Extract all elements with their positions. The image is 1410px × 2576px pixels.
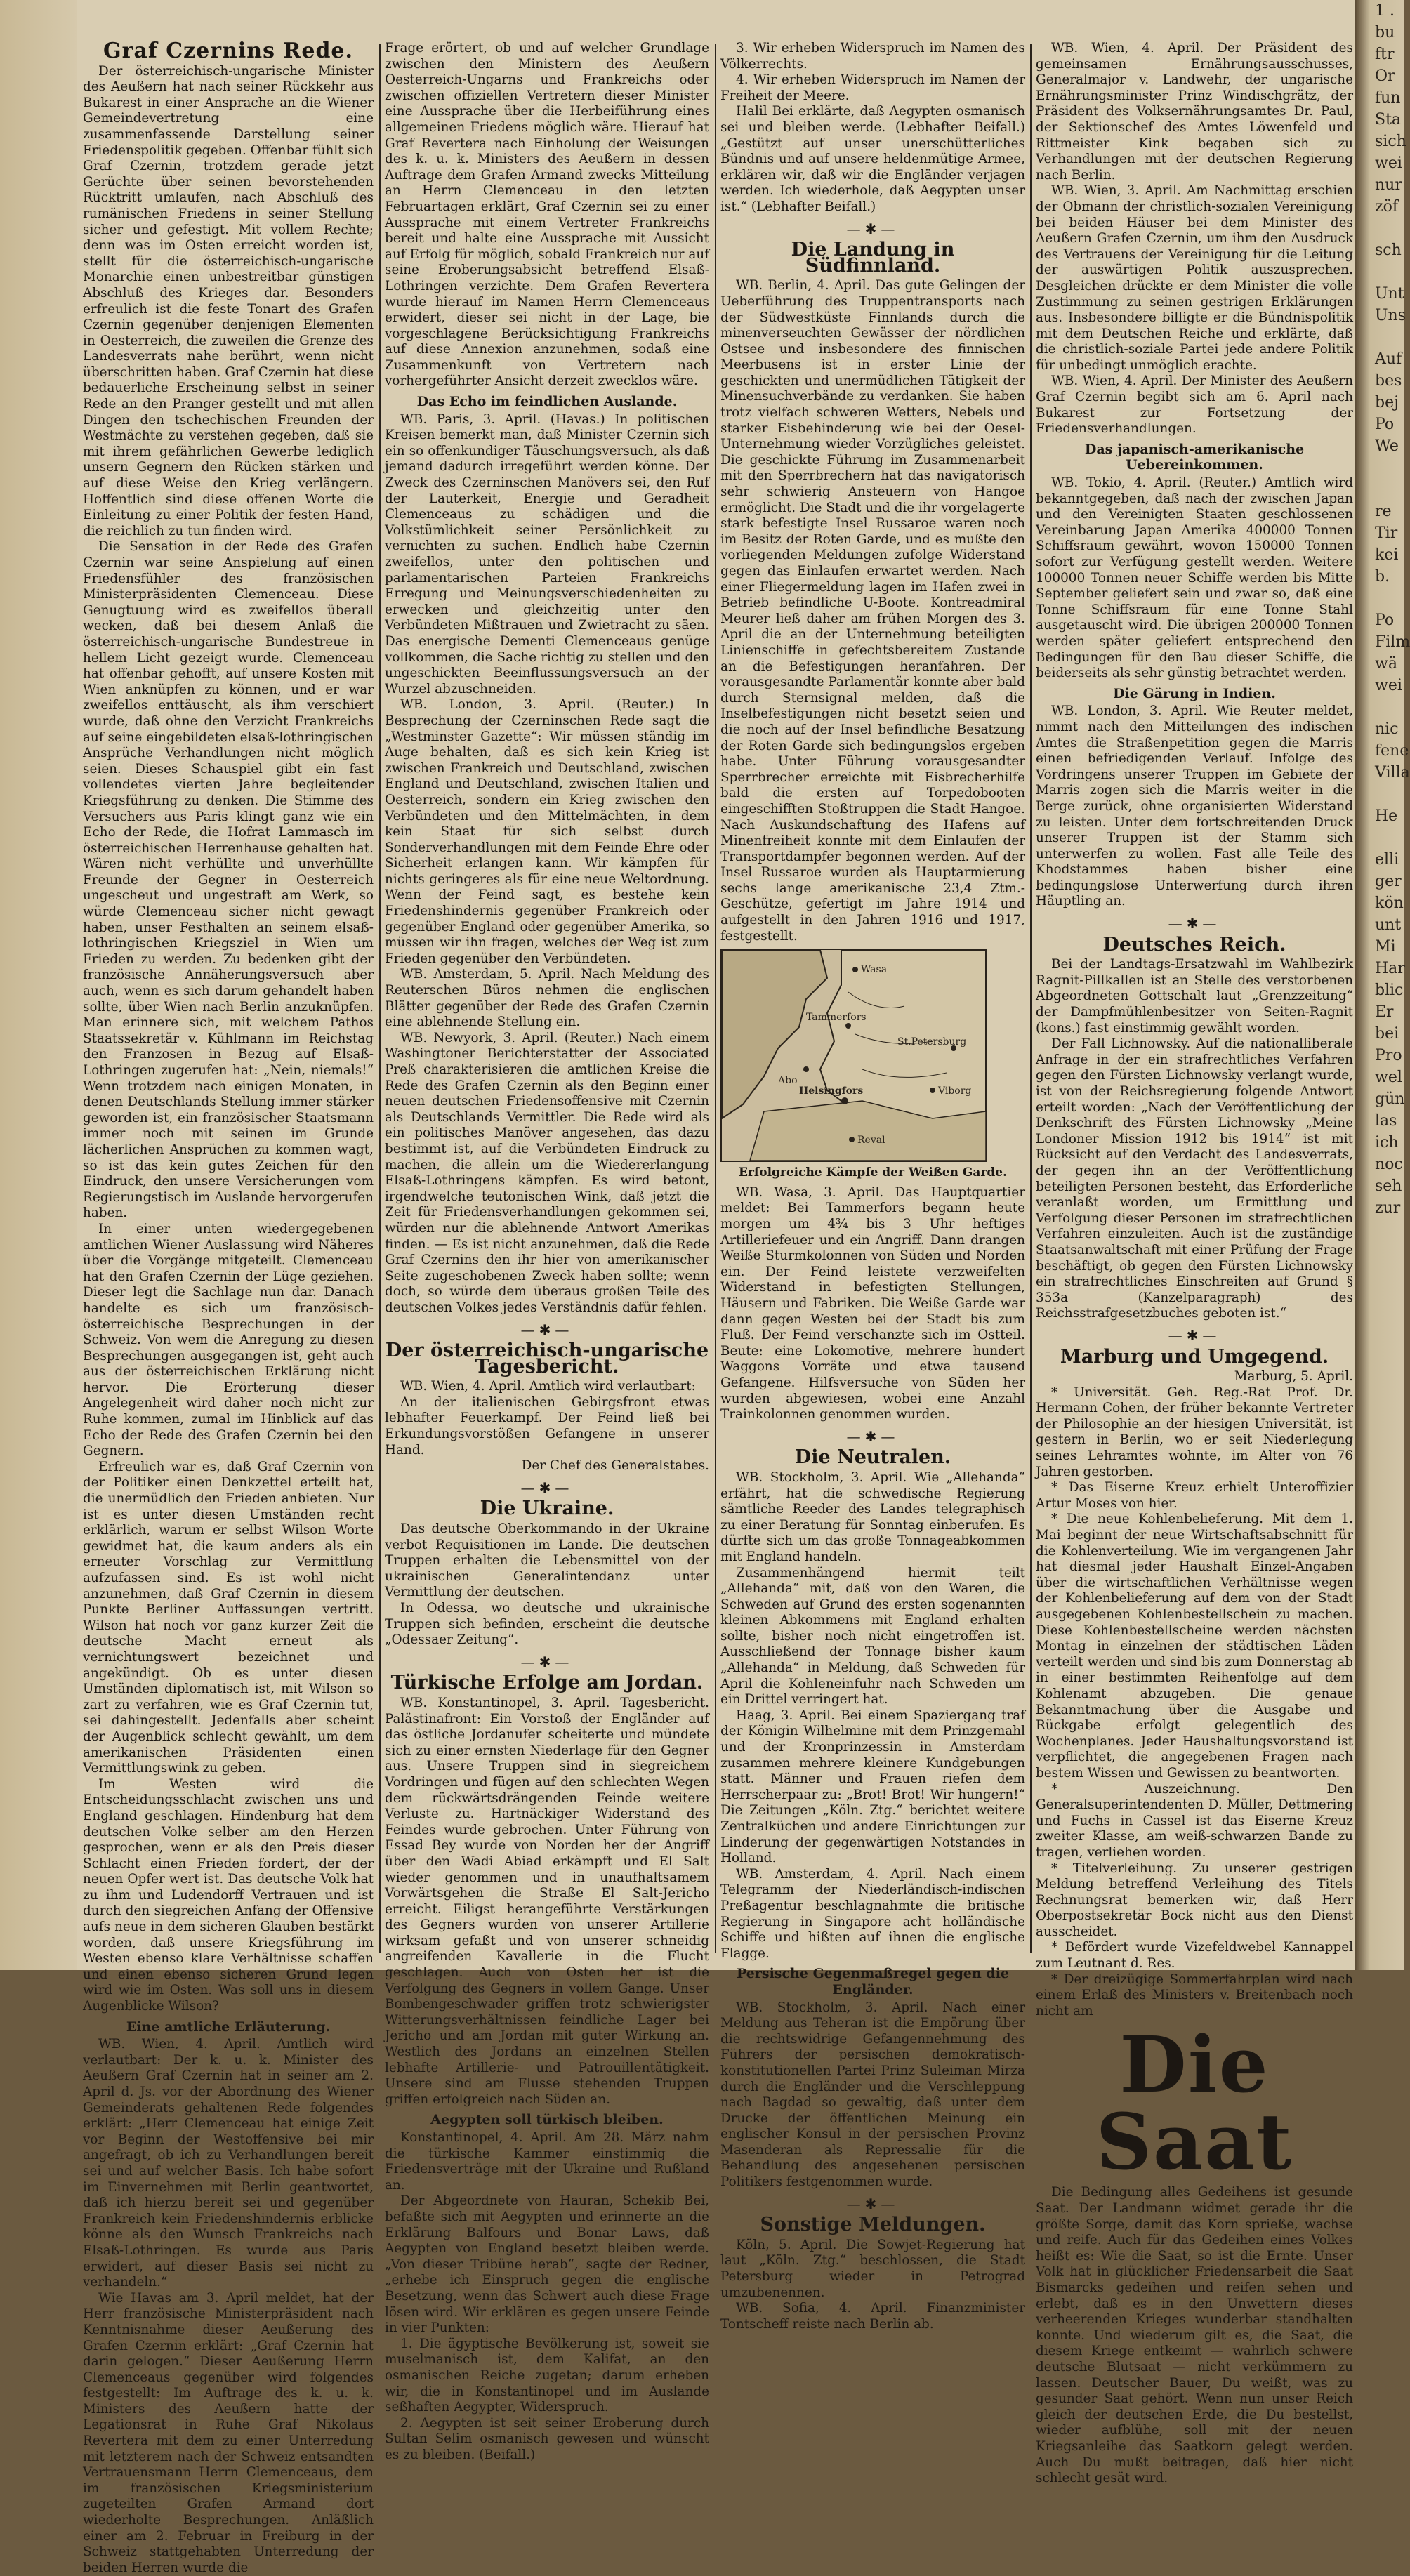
paragraph: WB. Berlin, 4. April. Das gute Gelingen der Ueberführung des Truppentransports nach der Südwestküste Finnlands durch die minenverseuchten Gewässer der nördlichen Ostsee und insbesondere des finnischen Meerbusens ist in erster Linie der geschickten und unermüdlichen Tätigkeit der Minensuchverbände zu verdanken. Sie haben trotz vielfach schweren Wetters, Nebels und starker Eisbehinderung wie bei der Oesel-Unternehmung wieder Vorzügliches geleistet. Die geschickte Führung im Zusammenarbeit mit den Sperrbrechern hat das navigatorisch sehr schwierig Ansteuern von Hangoe ermöglicht. Die Stadt und die ihr vorgelagerte stark befestigte Insel Russaroe waren noch im Besitz der Roten Garde, und es mußte den vorliegenden Meldungen zufolge Widerstand gegen das Einlaufen erwartet werden. Nach einer Fliegermeldung lagen im Hafen zwei in Betrieb befindliche U-Boote. Kontreadmiral Meurer ließ daher am frühen Morgen des 3. April die an der Unternehmung beteiligten Linienschiffe in gefechtsbereitem Zustande an die Befestigungen heranfahren. Der vorausgesandte Parlamentär konnte aber bald durch Sternsignal melden, daß die Inselbefestigungen nicht besetzt seien und die noch auf der Insel befindliche Besatzung der Roten Garde sich bedingungslos ergeben habe. Unter Führung vorausgesandter Sperrbrecher erreichte mit Eisbrecherhilfe bald die ersten auf Torpedobooten eingeschifften Stoßtruppen die Stadt Hangoe. Nach Auskundschaftung des Hafens auf Minenfreiheit konnte mit dem Einlaufen der Transportdampfer begonnen werden. Auf der Insel Russaroe wurden als Hauptarmierung sechs lange amerikanische 23,4 Ztm.-Geschütze, gefertigt im Jahre 1914 und aufgestellt in den Jahren 1916 und 1917, festgestellt.	[720, 278, 1025, 944]
subheading: Das Echo im feindlichen Auslande.	[416, 394, 678, 410]
paragraph: Der Fall Lichnowsky. Auf die nationalliberale Anfrage in der ein strafrechtliches Verfahren gegen den Fürsten Lichnowsky verlangt wurde, ist von der Reichsregierung folgende Antwort erteilt worden: „Nach der Veröffentlichung der Denkschrift des Fürsten Lichnowsky „Meine Londoner Mission 1912 bis 1914“ ist mit Rücksicht auf den Verdacht des Landesverrats, der gegen ihn an der Veröffentlichung beteiligten Personen besteht, das Erforderliche veranlaßt worden, um Ermittlung und Verfolgung dieser Personen im strafrechtlichen Verfahren einzuleiten. Auch ist die zuständige Staatsanwaltschaft mit einer Prüfung der Frage beschäftigt, ob gegen den Fürsten Lichnowsky ein strafrechtliches Einschreiten auf Grund § 353a (Kanzelparagraph) des Reichsstrafgesetzbuches geboten ist.“	[1036, 1036, 1353, 1321]
section-divider: —✱—	[520, 1479, 574, 1496]
paragraph: 3. Wir erheben Widerspruch im Namen des Völkerrechts.	[720, 41, 1025, 72]
column-rule	[1030, 44, 1032, 1953]
paragraph: 1. Die ägyptische Bevölkerung ist, soweit sie muselmanisch ist, dem Kalifat, an den osmanischen Reiche zugetan; darum erheben wir, die in Konstantinopel und im Auslande seßhaften Aegypter, Widerspruch.	[385, 2336, 709, 2415]
paragraph: WB. Stockholm, 3. April. Nach einer Meldung aus Teheran ist die Empörung über die rechtswidrige Gefangennehmung des Führers der persischen demokratisch-konstitutionellen Partei Prinz Suleiman Mirza durch die Engländer und die Verschleppung nach Bagdad so gewaltig, daß unter dem Drucke der öffentlichen Meinung ein englischer Konsul in der persischen Provinz Masenderan als Repressalie für die Behandlung des angesehenen persischen Politikers festgenommen wurde.	[720, 2000, 1025, 2190]
paragraph: * Universität. Geh. Reg.-Rat Prof. Dr. Hermann Cohen, der früher bekannte Vertreter der Philosophie an der hiesigen Universität, ist gestern in Berlin, wo er seit Niederlegung seines Lehramtes wohnte, im Alter von 76 Jahren gestorben.	[1036, 1385, 1353, 1479]
edge-text: 1 . bu ftr Or fun Sta sich wei nur zöf sch Unt Uns Auf bes bej Po We re Tir kei b. Po Film wä wei nic fene Villa He elli ger kön unt Mi Har blic Er bei Pro wel gün las ich noc seh zur	[1375, 2, 1410, 1217]
signature-line: Der Chef des Generalstabes.	[521, 1458, 709, 1474]
dateline: Marburg, 5. April.	[1234, 1369, 1353, 1385]
paragraph: WB. Sofia, 4. April. Finanzminister Tontscheff reiste nach Berlin ab.	[720, 2301, 1025, 2332]
paragraph: Die Sensation in der Rede des Grafen Czernin war seine Anspielung auf einen Friedensfühler des französischen Ministerpräsidenten Clemenceau. Diese Genugtuung wird es zweifellos überall wecken, daß bei diesem Anlaß die österreichisch-ungarische Bundestreue in hellem Licht gezeigt wurde. Clemenceau hat offenbar gehofft, auf unsere Kosten mit Wien anknüpfen zu können, und er war zweifellos enttäuscht, als ihm verschiert wurde, daß ohne den Verzicht Frankreichs auf seine eingebildeten elsaß-lothringischen Ansprüche Verhandlungen nicht möglich seien. Dieses Schauspiel gibt ein fast vollendetes vierten Jahre begleitender Kriegsführung zu denken. Die Stimme des Versuchers aus Paris klingt ganz wie ein Echo der Rede, die Hofrat Lammasch im österreichischen Herrenhause gehalten hat. Wären nicht verhüllte und unverhüllte Freunde der Gegner in Oesterreich ungescheut und ungestraft am Werk, so würde Clemenceau sicher nicht gewagt haben, unser Festhalten an seinem elsaß-lothringischen Kriegsziel in Wien um Frieden zu werden. Zu bedenken gibt der französische Annäherungsversuch aber auch, wenn es sich darum gehandelt haben sollte, über Wien nach Berlin anzuknüpfen. Man erinnere sich, mit welchem Pathos Staatssekretär v. Kühlmann im Reichstag den Franzosen in Bezug auf Elsaß-Lothringen zugerufen hat: „Nein, niemals!“ Wenn trotzdem nach einigen Monaten, in denen Deutschlands Stellung immer stärker geworden ist, ein französischer Staatsmann immer noch mit seinen im Grunde lächerlichen Ansprüchen zu kommen wagt, so ist das kein gutes Zeichen für den Eindruck, den unsere Versicherungen vom Regierungstisch im Auslande hervorgerufen haben.	[83, 539, 374, 1221]
paragraph: WB. Tokio, 4. April. (Reuter.) Amtlich wird bekanntgegeben, daß nach der zwischen Japan und den Vereinigten Staaten geschlossenen Vereinbarung Japan Amerika 400000 Tonnen Schiffsraum gewährt, wovon 150000 Tonnen sofort zur Verfügung gestellt werden. Weitere 100000 Tonnen neuer Schiffe werden bis Mitte September geliefert sein und zwar so, daß eine Tonne Schiffsraum für eine Tonne Stahl ausgetauscht wird. Die übrigen 200000 Tonnen werden später geliefert entsprechend den Bedingungen für den Bau dieser Schiffe, die beiderseits als sehr günstig betrachtet werden.	[1036, 475, 1353, 681]
paragraph: WB. Wasa, 3. April. Das Hauptquartier meldet: Bei Tammerfors begann heute morgen um 4¾ bis 3 Uhr heftiges Artilleriefeuer und ein Angriff. Dann drangen Weiße Sturmkolonnen von Süden und Norden ein. Der Feind leistete verzweifelten Widerstand in befestigten Stellungen, Häusern und Fabriken. Die Weiße Garde war dann gegen Westen bei der Stadt bis zum Fluß. Der Feind verschanzte sich im Ostteil. Beute: eine Lokomotive, mehrere hundert Waggons Vorräte und etwa tausend Gefangene. Hilfsversuche von Süden her wurden abgewiesen, wobei eine Anzahl Trainkolonnen genommen wurden.	[720, 1184, 1025, 1422]
section-divider: —✱—	[1168, 1326, 1221, 1344]
paragraph: Der österreichisch-ungarische Minister des Aeußern hat nach seiner Rückkehr aus Bukarest in einer Ansprache an die Wiener Gemeindevertretung eine zusammenfassende Darstellung seiner Friedenspolitik gegeben. Offenbar fühlt sich Graf Czernin, trotzdem gerade jetzt Gerüchte über seinen bevorstehenden Rücktritt umlaufen, nach Abschluß des rumänischen Friedens in seiner Stellung sicher und gefestigt. Mit vollem Rechte; denn was im Osten erreicht worden ist, stellt für die österreichisch-ungarische Monarchie einen unbestreitbar günstigen Abschluß des Krieges dar. Besonders erfreulich ist die feste Tonart des Grafen Czernin gegenüber denjenigen Elementen in Oesterreich, die zuweilen die Grenze des Landesverrats nahe berührt, wenn nicht überschritten haben. Graf Czernin hat diese bedauerliche Erscheinung selbst in seiner Rede an den Pranger gestellt und mit allen Dingen den tschechischen Freunden der Westmächte zu verstehen gegeben, daß sie mit ihrem gefährlichen Gewerbe lediglich unsern Gegnern den Rücken stärken und auf diese Weise den Krieg verlängern. Hoffentlich sind diese offenen Worte die Einleitung zu einer Politik der festen Hand, die reichlich zu tun finden wird.	[83, 63, 374, 539]
paragraph: WB. Newyork, 3. April. (Reuter.) Nach einem Washingtoner Berichterstatter der Associated Preß charakterisieren die amtlichen Kreise die Rede des Grafen Czernin als den Beginn einer neuen deutschen Friedensoffensive mit Czernin als Deutschlands Vermittler. Die Rede wird als ein politisches Manöver angesehen, das dazu bestimmt ist, auf die Verbündeten Eindruck zu machen, die allein um die Wiedererlangung Elsaß-Lothringens kämpfen. Es wird betont, irgendwelche teutonischen Wink, daß jetzt die Zeit für Friedensverhandlungen gekommen sei, würden nur die ablehnende Antwort Amerikas finden. — Es ist nicht anzunehmen, daß die Rede Graf Czernins den ihr hier von amerikanischer Seite zugeschobenen Zweck haben sollte; wenn doch, so würde dem überaus großen Teile des deutschen Volkes jedes Verständnis dafür fehlen.	[385, 1030, 709, 1315]
paragraph: Frage erörtert, ob und auf welcher Grundlage zwischen den Ministern des Aeußern Oesterreich-Ungarns und Frankreichs oder zwischen offiziellen Vertretern dieser Minister eine Aussprache über die Herbeiführung eines allgemeinen Friedens möglich wäre. Hierauf hat Graf Revertera nach Einholung der Weisungen des k. u. k. Ministers des Aeußern in dessen Auftrage dem Grafen Armand zwecks Mitteilung an Herrn Clemenceau in den letzten Februartagen erklärt, Graf Czernin sei zu einer Aussprache mit einem Vertreter Frankreichs bereit und halte eine Aussprache mit Aussicht auf Erfolg für möglich, sobald Frankreich nur auf seine Eroberungsabsicht betreffend Elsaß-Lothringen verzichte. Dem Grafen Revertera wurde hierauf im Namen Herrn Clemenceaus erwidert, dieser sei nicht in der Lage, bie vorgeschlagene Berücksichtigung Frankreichs auf diese Annexion anzunehmen, sodaß eine Zusammenkunft von Vertretern nach vorhergeführter Ansicht derzeit zwecklos wäre.	[385, 41, 709, 389]
paragraph: In einer unten wiedergegebenen amtlichen Wiener Auslassung wird Näheres über die Vorgänge mitgeteilt. Clemenceau hat den Grafen Czernin der Lüge geziehen. Dieser legt die Sachlage nun dar. Danach handelte es sich um französisch-österreichische Besprechungen in der Schweiz. Von wem die Anregung zu diesen Besprechungen ausgegangen ist, geht auch aus der österreichischen Erklärung nicht hervor. Die Erörterung dieser Angelegenheit wird daher noch nicht zur Ruhe kommen, zumal im Hinblick auf das Echo der Rede des Grafen Czernin bei den Gegnern.	[83, 1221, 374, 1459]
subheading: Eine amtliche Erläuterung.	[126, 2019, 331, 2035]
paragraph: Zusammenhängend hiermit teilt „Allehanda“ mit, daß von den Waren, die Schweden auf Grund des ersten sogenannten kleinen Abkommens mit England erhalten sollte, bisher noch nicht eingetroffen ist. Ausschließend der Tonnage bisher kaum „Allehanda“ in Meldung, daß Schweden für April die Kohleneinfuhr nach Schweden um ein Drittel verringert hat.	[720, 1565, 1025, 1708]
paragraph: Bei der Landtags-Ersatzwahl im Wahlbezirk Ragnit-Pillkallen ist an Stelle des verstorbenen Abgeordneten Gottschalt laut „Grenzzeitung“ der Dampfmühlenbesitzer von Seiten-Ragnit (kons.) fast einstimmig gewählt worden.	[1036, 957, 1353, 1036]
article-title: Marburg und Umgegend.	[1060, 1345, 1329, 1368]
paragraph: In Odessa, wo deutsche und ukrainische Truppen sich befinden, erscheint die deutsche „Odessaer Zeitung“.	[385, 1601, 709, 1648]
adjacent-page-edge	[1355, 0, 1410, 1970]
paragraph: Halil Bei erklärte, daß Aegypten osmanisch sei und bleiben werde. (Lebhafter Beifall.) „Gestützt auf unser unerschütterliches Bündnis und auf unsere heldenmütige Armee, erklären wir, daß wir die Engländer verjagen werden. Ich wiederhole, daß Aegypten unser ist.“ (Lebhafter Beifall.)	[720, 104, 1025, 214]
section-divider: —✱—	[1168, 915, 1221, 932]
map-label: Abo	[778, 1075, 798, 1087]
article-title: Der österreichisch-ungarische Tagesbericht.	[385, 1340, 709, 1378]
article-title: Die Neutralen.	[794, 1446, 951, 1469]
section-divider: —✱—	[846, 220, 900, 237]
map-graphic	[722, 950, 986, 1161]
paragraph: WB. Paris, 3. April. (Havas.) In politischen Kreisen bemerkt man, daß Minister Czernin sich ein so offenkundiger Täuschungsversuch, als daß jemand dadurch irregeführt werden könne. Der Zweck des Czerninschen Manövers sei, den Ruf der Lauterkeit, Energie und Geradheit Clemenceaus zu schädigen und die Volkstümlichkeit seiner Persönlichkeit zu vernichten zu suchen. Endlich habe Czernin zweifellos, unter den politischen und parlamentarischen Parteien Frankreichs Erregung und Meinungsverschiedenheiten zu erwecken und gleichzeitig unter den Verbündeten Mißtrauen und Zwietracht zu säen. Das energische Dementi Clemenceaus genüge vollkommen, die Sache richtig zu stellen und den ungeschickten Beeinflussungsversuch an der Wurzel abzuschneiden.	[385, 411, 709, 696]
paragraph: 2. Aegypten ist seit seiner Eroberung durch Sultan Selim osmanisch gewesen und wünscht es zu bleiben. (Beifall.)	[385, 2415, 709, 2462]
paragraph: Haag, 3. April. Bei einem Spaziergang traf der Königin Wilhelmine mit dem Prinzgemahl und der Kronprinzessin in Amsterdam zusammen mehrere kleinere Kundgebungen statt. Männer und Frauen riefen dem Herrscherpaar zu: „Brot! Brot! Wir hungern!“ Die Zeitungen „Köln. Ztg.“ berichtet weitere Zentralküchen und andere Einrichtungen zur Linderung der gegenwärtigen Notstandes in Holland.	[720, 1708, 1025, 1866]
column-3	[720, 41, 1025, 2332]
article-title: Türkische Erfolge am Jordan.	[390, 1672, 704, 1694]
paragraph: Das deutsche Oberkommando in der Ukraine verbot Requisitionen im Lande. Die deutschen Truppen erhalten die Lebensmittel von der ukrainischen Generalintendanz unter Vermittlung der deutschen.	[385, 1521, 709, 1600]
paragraph: WB. Wien, 3. April. Am Nachmittag erschien der Obmann der christlich-sozialen Vereinigung bei beiden Häuser bei dem Minister des Aeußern Grafen Czernin, um ihm den Ausdruck des Vertrauens der Vereinigung für die Leitung der auswärtigen Politik auszusprechen. Desgleichen drückte er dem Minister die volle Zustimmung zu seinen gestrigen Erklärungen aus. Insbesondere billigte er die Bündnispolitik mit dem Deutschen Reiche und erklärte, daß die christlich-soziale Partei jede andere Politik für unbedingt unmöglich erachte.	[1036, 183, 1353, 373]
paragraph: WB. Wien, 4. April. Amtlich wird verlautbart: Der k. u. k. Minister des Aeußern Graf Czernin hat in seiner am 2. April d. Js. vor der Abordnung des Wiener Gemeinderats gehaltenen Rede folgendes erklärt: „Herr Clemenceau hat einige Zeit vor Beginn der Westoffensive bei mir angefragt, ob ich zu Verhandlungen bereit sei und auf welcher Basis. Ich habe sofort im Einvernehmen mit Berlin geantwortet, daß ich hierzu bereit sei und gegenüber Frankreich kein Friedenshindernis erblicke könne als den Wunsch Frankreichs nach Elsaß-Lothringen. Es wurde aus Paris erwidert, auf dieser Basis sei nicht zu verhandeln.“	[83, 2037, 374, 2290]
article-title: Die Ukraine.	[480, 1498, 614, 1520]
paragraph: WB. London, 3. April. Wie Reuter meldet, nimmt nach den Mitteilungen des indischen Amtes die Straßenpetition gegen die Marris einen befriedigenden Verlauf. Infolge des Vordringens unserer Truppen im Gebiete der Marris zogen sich die Marris weiter in die Berge zurück, ohne organisierten Widerstand zu leisten. Unter dem fortschreitenden Druck unserer Truppen ist der Stamm sich unterwerfen zu wollen. Fast alle Teile des Khodstammes haben bisher eine bedingungslose Unterwerfung durch ihren Häuptling an.	[1036, 704, 1353, 909]
map-label: St.Petersburg	[897, 1036, 967, 1048]
paragraph: Köln, 5. April. Die Sowjet-Regierung hat laut „Köln. Ztg.“ beschlossen, die Stadt Petersburg wieder in Petrograd umzubenennen.	[720, 2237, 1025, 2300]
map-caption: Erfolgreiche Kämpfe der Weißen Garde.	[739, 1165, 1007, 1180]
subheading: Die Gärung in Indien.	[1113, 685, 1276, 701]
column-4	[1036, 41, 1353, 2486]
paragraph: WB. Amsterdam, 4. April. Nach einem Telegramm der Niederländisch-indischen Preßagentur beschlagnahmte die britische Regierung in Singapore acht holländische Schiffe und hißten auf ihnen die englische Flagge.	[720, 1866, 1025, 1961]
paragraph: Erfreulich war es, daß Graf Czernin von der Politiker einen Denkzettel erteilt hat, die unermüdlich den Frieden anbieten. Nur ist es unter diesen Umständen recht erklärlich, warum er selbst Wilson Worte gewidmet hat, die kaum anders als ein erneuter Vorschlag zur Vermittlung aufzufassen sind. Es ist wohl nicht anzunehmen, daß Graf Czernin in diesem Punkte Berliner Auffassungen vertritt. Wilson hat noch vor ganz kurzer Zeit die deutsche Macht erneut als vernichtungswert bezeichnet und angekündigt. Ob es unter diesen Umständen diplomatisch ist, mit Wilson so zart zu verfahren, wie es Graf Czernin tut, sei dahingestellt. Jedenfalls aber scheint der Augenblick schlecht gewählt, um dem amerikanischen Präsidenten einen Vermittlungswink zu geben.	[83, 1459, 374, 1776]
column-rule	[379, 44, 381, 1953]
map-label: Reval	[857, 1135, 885, 1147]
section-divider: —✱—	[520, 1653, 574, 1670]
subheading: Persische Gegenmaßregel gegen die Engländer.	[737, 1966, 1009, 1997]
article-title: Die Landung in Südfinnland.	[791, 239, 955, 277]
paragraph: 4. Wir erheben Widerspruch im Namen der Freiheit der Meere.	[720, 72, 1025, 103]
map-label: Tammerfors	[806, 1012, 867, 1024]
paragraph: * Befördert wurde Vizefeldwebel Kannappel zum Leutnant d. Res.	[1036, 1940, 1353, 1971]
paragraph: Der Abgeordnete von Hauran, Schekib Bei, befaßte sich mit Aegypten und erinnerte an die Erklärung Balfours und Bonar Laws, daß Aegypten von England besetzt bleiben werde. „Von dieser Tribüne herab“, sagte der Redner, „erhebe ich Einspruch gegen die englische Besetzung, wenn das Schwert auch diese Frage lösen wird. Wir erklären es gegen unsere Feinde in vier Punkten:	[385, 2193, 709, 2336]
paragraph: * Auszeichnung. Den Generalsuperintendenten D. Müller, Dettmering und Fuchs in Cassel ist das Eiserne Kreuz zweiter Klasse, am weiß-schwarzen Bande zu tragen, verliehen worden.	[1036, 1781, 1353, 1860]
paragraph: WB. London, 3. April. (Reuter.) In Besprechung der Czerninschen Rede sagt die „Westminster Gazette“: Wir müssen ständig im Auge behalten, daß es sich kein Krieg ist zwischen Frankreich und Deutschland, zwischen England und Deutschland, zwischen Italien und Oesterreich, sondern ein Krieg zwischen den Verbündeten und den Mittelmächten, in dem kein Staat für sich selbst durch Sonderverhandlungen mit dem Feinde Ehre oder Sicherheit erlangen kann. Wir kämpfen für nichts geringeres als für eine neue Weltordnung. Wenn der Feind sagt, es bestehe kein Friedenshindernis gegenüber Frankreich oder gegenüber England oder gegenüber Amerika, so müssen wir ihn fragen, welches der Weg ist zum Frieden gegenüber den Verbündeten.	[385, 697, 709, 966]
column-2	[385, 41, 709, 2462]
paragraph: * Der dreizügige Sommerfahrplan wird nach einem Erlaß des Ministers v. Breitenbach noch nicht am	[1036, 1971, 1353, 2019]
map-label: Helsingfors	[799, 1085, 864, 1097]
advertisement-title: Die Saat	[1095, 2019, 1293, 2188]
paragraph: Konstantinopel, 4. April. Am 28. März nahm die türkische Kammer einstimmig die Friedensverträge mit der Ukraine und Rußland an.	[385, 2130, 709, 2193]
subheading: Das japanisch-amerikanische Uebereinkommen.	[1084, 441, 1305, 473]
paragraph: WB. Konstantinopel, 3. April. Tagesbericht. Palästinafront: Ein Vorstoß der Engländer auf das östliche Jordanufer scheiterte und mündete sich zu einer ernsten Niederlage für den Gegner aus. Unsere Truppen sind in siegreichem Vordringen und fügen auf den schlechten Wegen dem rückwärtsdrängenden Feinde weitere Verluste zu. Hartnäckiger Widerstand des Feindes wurde gebrochen. Unter Führung von Essad Bey wurde von Norden her der Angriff über den Wadi Abiad erkämpft und El Salt wieder genommen und in unaufhaltsamem Vorwärtsgehen die Straße El Salt-Jericho erreicht. Eiligst herangeführte Verstärkungen des Gegners wurden von unserer Artillerie wirksam gefaßt und von unserer schneidig angreifenden Kavallerie in die Flucht geschlagen. Auch von Osten her ist die Verfolgung des Gegners in vollem Gange. Unser Bombengeschwader griffen trotz schwierigster Witterungsverhältnissen feindliche Lager bei Jericho und am Jordan mit guter Wirkung an. Westlich des Jordans an einzelnen Stellen lebhafte Artillerie- und Patrouillentätigkeit. Unsere sind am Flusse stehenden Truppen griffen erfolgreich nach Süden an.	[385, 1695, 709, 2107]
column-1	[83, 39, 374, 2575]
paragraph: * Titelverleihung. Zu unserer gestrigen Meldung betreffend Verleihung des Titels Rechnungsrat bemerken wir, daß Herr Oberpostsekretär Bock nicht aus den Dienst ausscheidet.	[1036, 1861, 1353, 1939]
article-title: Graf Czernins Rede.	[103, 39, 353, 63]
column-rule	[715, 44, 716, 1953]
paragraph: WB. Wien, 4. April. Der Minister des Aeußern Graf Czernin begibt sich am 6. April nach Bukarest zur Fortsetzung der Friedensverhandlungen.	[1036, 374, 1353, 437]
paragraph: An der italienischen Gebirgsfront etwas lebhafter Feuerkampf. Der Feind ließ bei Erkundungsvorstößen Gefangene in unserer Hand.	[385, 1394, 709, 1458]
section-divider: —✱—	[846, 1427, 900, 1445]
section-divider: —✱—	[846, 2195, 900, 2212]
article-title: Sonstige Meldungen.	[760, 2214, 986, 2236]
page-margin	[0, 0, 77, 1970]
paragraph: WB. Amsterdam, 5. April. Nach Meldung des Reuterschen Büros nehmen die englischen Blätter gegenüber der Rede des Grafen Czernin eine ablehnende Stellung ein.	[385, 967, 709, 1030]
paragraph: WB. Wien, 4. April. Amtlich wird verlautbart:	[400, 1379, 696, 1394]
article-title: Deutsches Reich.	[1102, 933, 1286, 956]
subheading: Aegypten soll türkisch bleiben.	[430, 2112, 664, 2128]
paragraph: WB. Stockholm, 3. April. Wie „Allehanda“ erfährt, hat die schwedische Regierung sämtliche Reeder des Landes telegraphisch zu einer Beratung für Sonntag einberufen. Es dürfte sich um das große Tonnageabkommen mit England handeln.	[720, 1469, 1025, 1564]
section-divider: —✱—	[520, 1321, 574, 1338]
paragraph: WB. Wien, 4. April. Der Präsident des gemeinsamen Ernährungsausschusses, Generalmajor v. Landwehr, der ungarische Ernährungsminister Prinz Windischgrätz, der Präsident des Volksernährungsamtes Dr. Paul, der Sektionschef des Amtes Löwenfeld und Rittmeister Kink begaben sich zu Verhandlungen mit der deutschen Regierung nach Berlin.	[1036, 41, 1353, 183]
map-label: Viborg	[938, 1085, 972, 1097]
paragraph: * Das Eiserne Kreuz erhielt Unteroffizier Artur Moses von hier.	[1036, 1480, 1353, 1511]
paragraph: * Die neue Kohlenbelieferung. Mit dem 1. Mai beginnt der neue Wirtschaftsabschnitt für die Kohlenverteilung. Wie im vergangenen Jahr hat diesmal jeder Haushalt Einzel-Angaben über die wirtschaftlichen Verhältnisse wegen der Kohlenbelieferung auf dem von der Stadt ausgegebenen Kohlenbestellschein zu machen. Diese Kohlenbestellscheine werden nächsten Montag in einzelnen der städtischen Läden verteilt werden und sind bis zum Donnerstag ab in einer bestimmten Reihenfolge auf dem Kohlenamt abzugeben. Die genaue Bekanntmachung über die Ausgabe und Rückgabe erfolgt gelegentlich des Wochenplanes. Jeder Haushaltungsvorstand ist verpflichtet, die angegebenen Fragen nach bestem Wissen und Gewissen zu beantworten.	[1036, 1512, 1353, 1781]
paragraph: Im Westen wird die Entscheidungsschlacht zwischen uns und England geschlagen. Hindenburg hat dem deutschen Volke selber am den Herzen gesprochen, wenn er als den Preis dieser Schlacht einen Frieden fordert, der der neuen Opfer wert ist. Das deutsche Volk hat zu ihm und Ludendorff Vertrauen und ist durch den siegreichen Anfang der Offensive aufs neue in dem sicheren Glauben bestärkt worden, daß unsere Kriegsführung im Westen ebenso klare Verhältnisse schaffen und einen ebenso sicheren Grund legen wird wie im Osten. Was soll uns in diesem Augenblicke Wilson?	[83, 1776, 374, 2014]
paragraph: Die Bedingung alles Gedeihens ist gesunde Saat. Der Landmann widmet gerade ihr die größte Sorge, damit das Korn sprieße, wachse und reife. Auch für das Gedeihen eines Volkes heißt es: Wie die Saat, so ist die Ernte. Unser Volk hat in glücklicher Friedensarbeit die Saat Bismarcks gedeihen und reifen sehen und erlebt, daß es in den Unwettern dieses verheerenden Krieges wunderbar standhalten konnte. Und wiederum gilt es, die Saat, die diesem Kriege entkeimt — wahrlich schwere deutsche Blutsaat — nicht verkümmern zu lassen. Deutscher Bauer, Du weißt, was zu gesunder Saat gehört. Wenn nun unser Reich gleich der deutschen Erde, die Du bestellst, wieder aufblühe, soll mit der neuen Kriegsanleihe das Saatkorn gelegt werden. Auch Du mußt beitragen, daß hier nicht schlecht gesät wird.	[1036, 2185, 1353, 2486]
map-label: Wasa	[861, 964, 888, 976]
map-finland	[720, 949, 987, 1162]
paragraph: Wie Havas am 3. April meldet, hat der Herr französische Ministerpräsident nach Kenntnisnahme dieser Aeußerung des Grafen Czernin erklärt: „Graf Czernin hat darin gelogen.“ Dieser Aeußerung Herrn Clemenceaus gegenüber wird folgendes festgestellt: Im Auftrage des k. u. k. Ministers des Aeußern hatte der Legationsrat in Ruhe Graf Nikolaus Revertera mit dem zu einer Unterredung mit letzterem nach der Schweiz entsandten Vertrauensmann Herrn Clemenceaus, dem im französischen Kriegsministerium zugeteilten Grafen Armand dort wiederholte Besprechungen. Anläßlich einer am 2. Februar in Freiburg in der Schweiz stattgehabten Unterredung der beiden Herren wurde die	[83, 2290, 374, 2575]
